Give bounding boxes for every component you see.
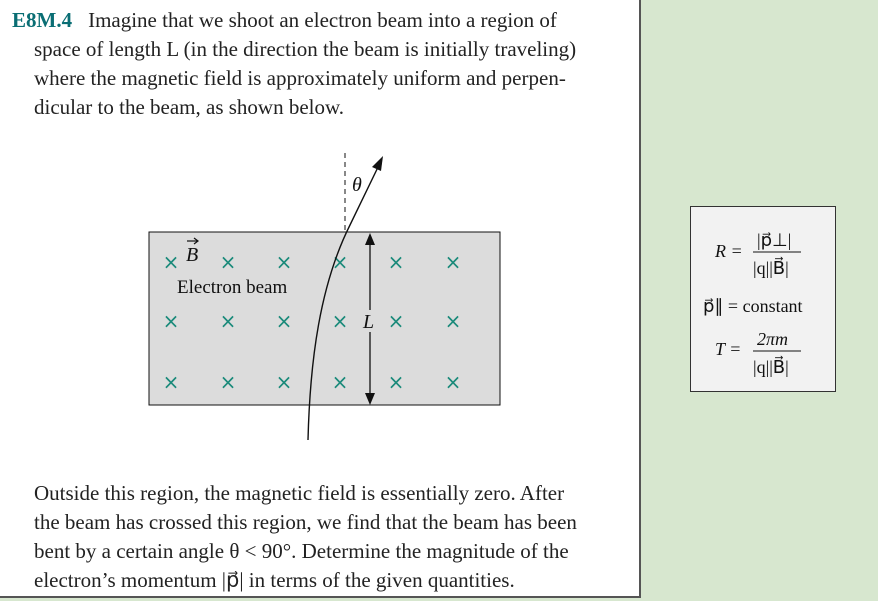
beam-figure <box>130 150 530 450</box>
question-line-2: the beam has crossed this region, we find that the beam has been <box>34 510 577 534</box>
question-line-4: electron’s momentum |p⃗| in terms of the given quantities. <box>34 568 515 592</box>
angle-label: θ <box>352 174 362 196</box>
field-cross: × <box>387 370 405 394</box>
formula-sidebar <box>690 206 836 392</box>
question-line-1: Outside this region, the magnetic field is essentially zero. After <box>34 481 565 505</box>
field-cross: × <box>331 250 349 274</box>
radius-lhs: R = <box>715 241 743 261</box>
radius-numerator: |p⃗⊥| <box>757 230 792 250</box>
field-label: B <box>186 244 199 266</box>
field-cross: × <box>444 250 462 274</box>
period-denominator: |q||B⃗| <box>753 357 789 377</box>
problem-question <box>34 479 634 595</box>
intro-line-2: space of length L (in the direction the beam is initially traveling) <box>34 37 577 61</box>
length-label: L <box>363 311 375 333</box>
field-cross: × <box>331 370 349 394</box>
intro-line-4: dicular to the beam, as shown below. <box>34 95 345 119</box>
field-cross: × <box>331 309 349 333</box>
period-numerator: 2πm <box>757 329 789 349</box>
field-cross: × <box>219 309 237 333</box>
parallel-momentum-line: p⃗∥ = constant <box>703 296 803 316</box>
field-cross: × <box>387 309 405 333</box>
field-cross: × <box>162 250 180 274</box>
field-cross: × <box>275 309 293 333</box>
field-cross: × <box>444 309 462 333</box>
radius-denominator: |q||B⃗| <box>753 258 789 278</box>
intro-line-3: where the magnetic field is approximately uniform and perpen- <box>34 66 566 90</box>
field-cross: × <box>444 370 462 394</box>
field-cross: × <box>162 370 180 394</box>
beam-label: Electron beam <box>177 277 288 298</box>
period-lhs: T = <box>715 339 742 359</box>
problem-id: E8M.4 <box>12 8 73 32</box>
field-cross: × <box>219 370 237 394</box>
field-cross: × <box>387 250 405 274</box>
field-cross: × <box>162 309 180 333</box>
field-cross: × <box>275 370 293 394</box>
problem-intro <box>12 6 622 122</box>
question-line-3: bent by a certain angle θ < 90°. Determine the magnitude of the <box>34 539 569 563</box>
field-cross: × <box>275 250 293 274</box>
beam-arrowhead <box>372 156 383 171</box>
field-cross: × <box>219 250 237 274</box>
intro-line-1: Imagine that we shoot an electron beam into a region of <box>88 8 557 32</box>
